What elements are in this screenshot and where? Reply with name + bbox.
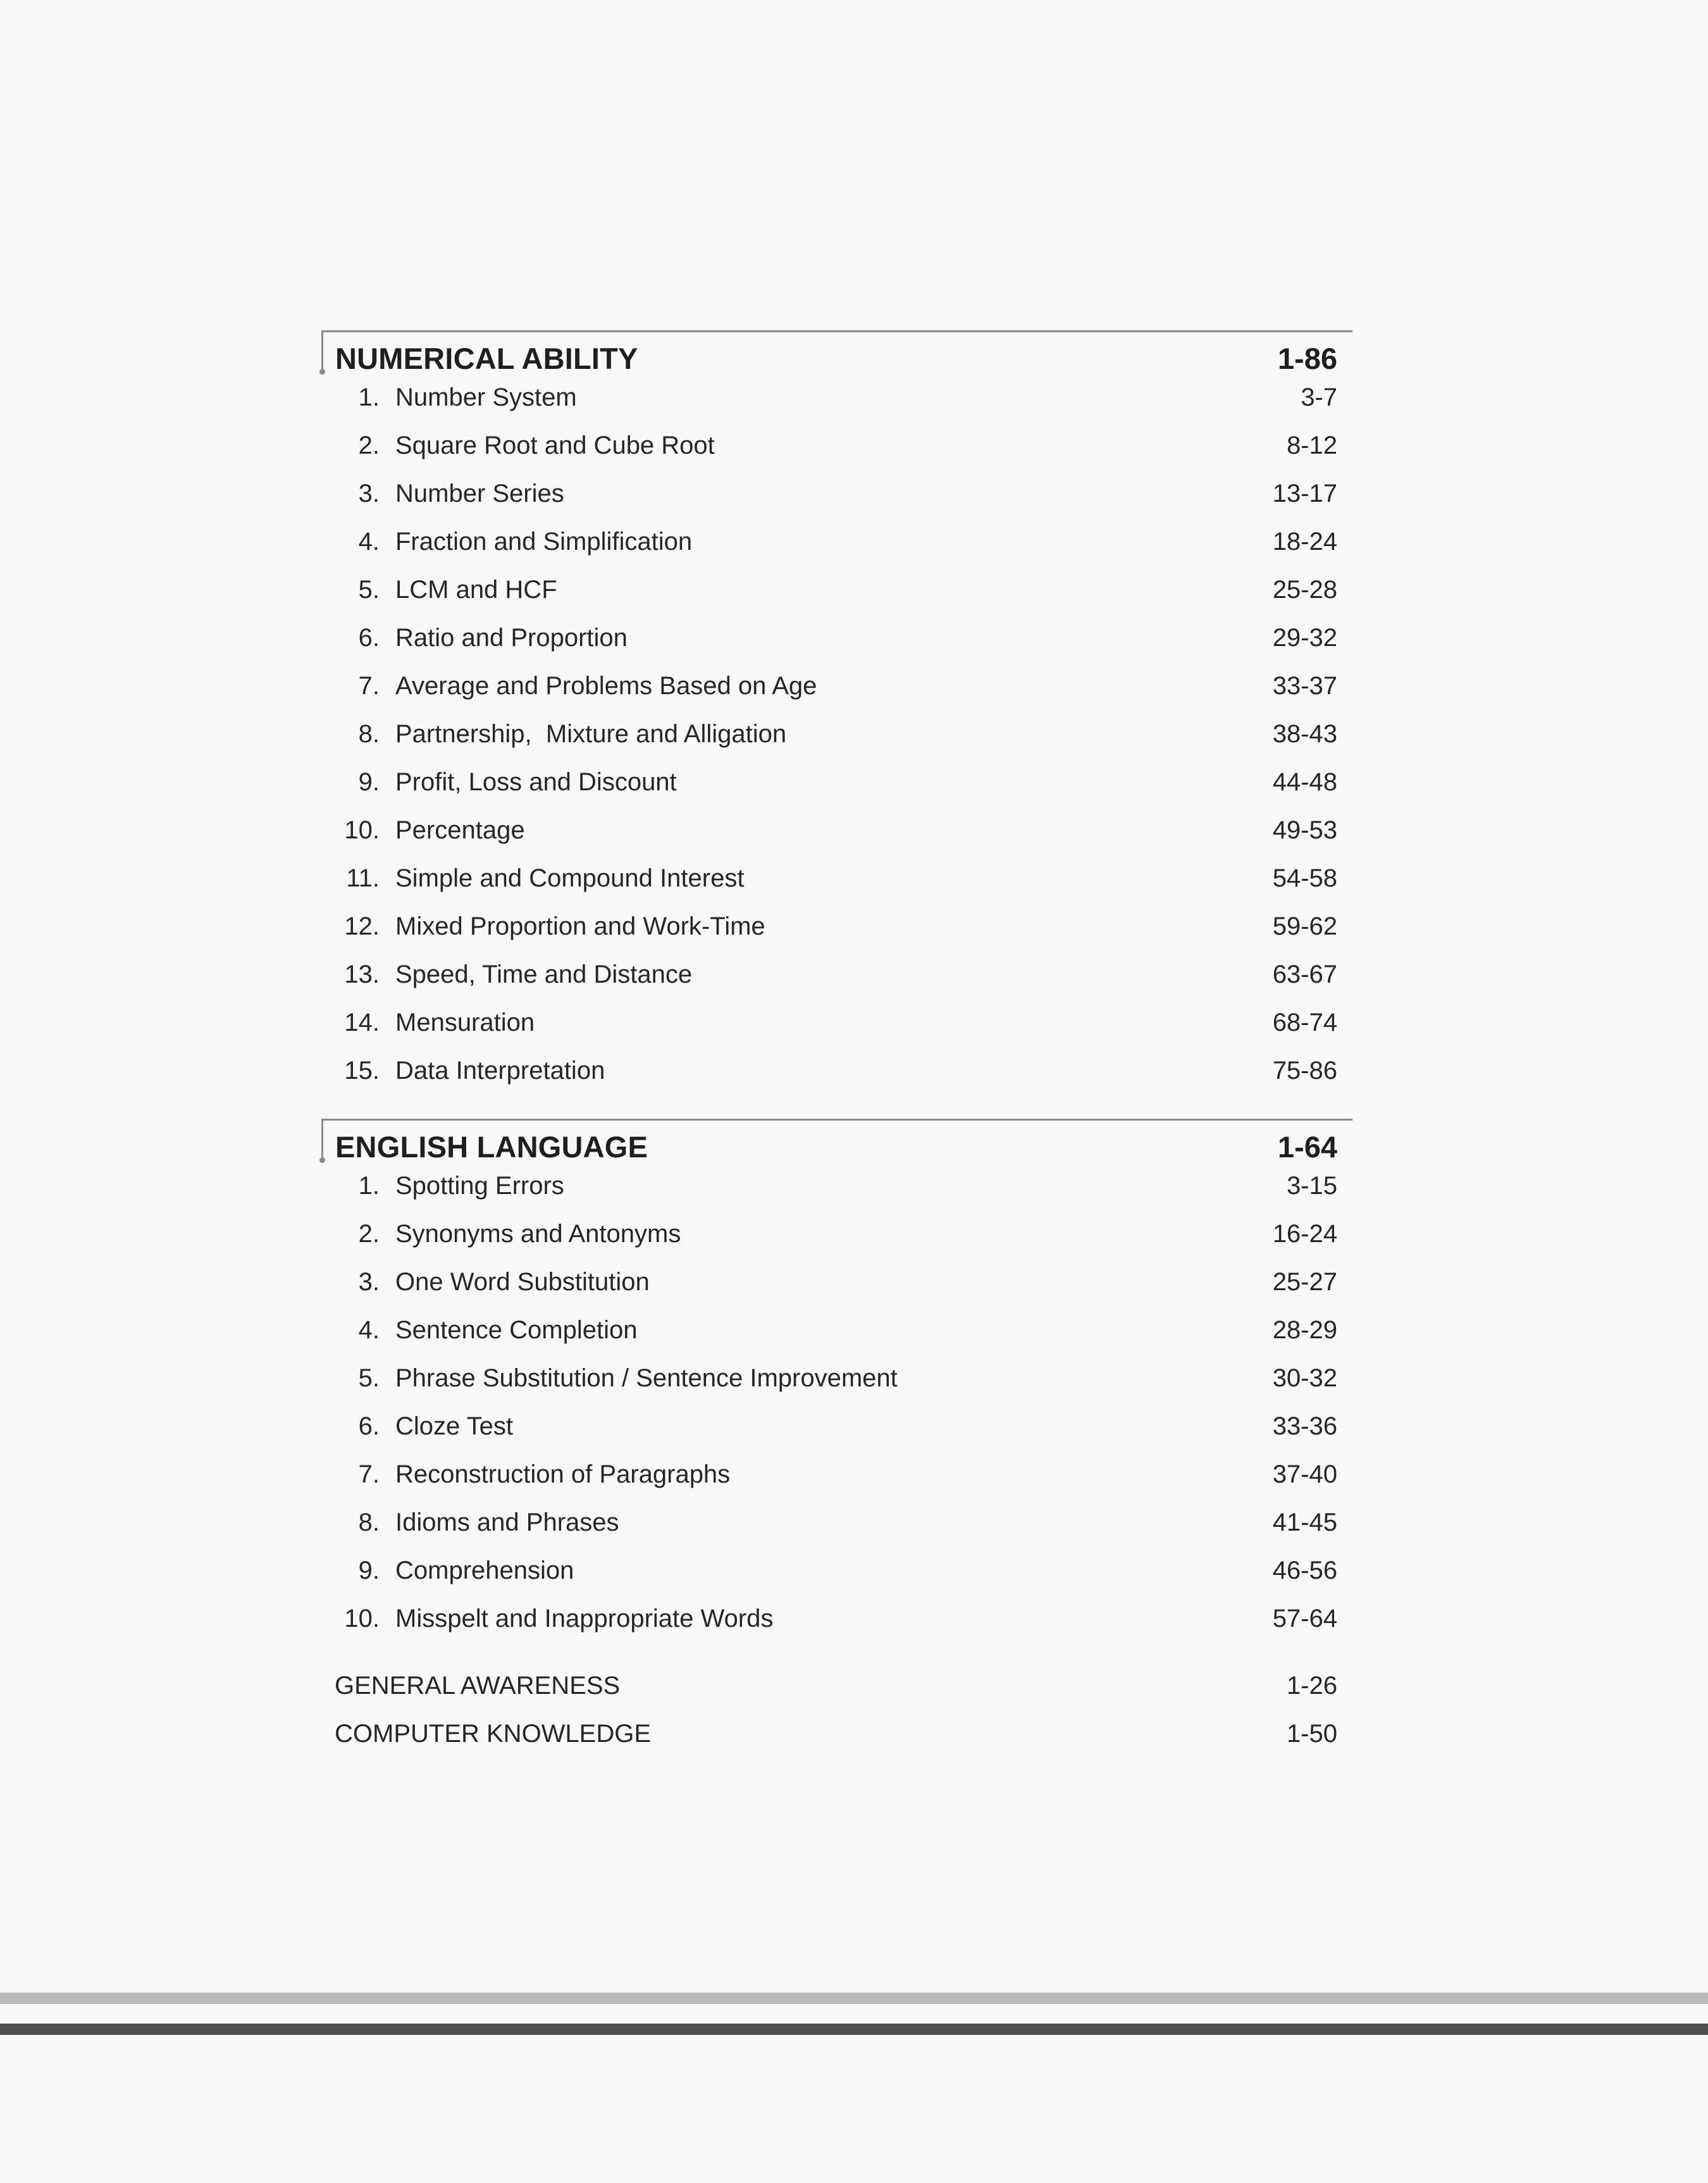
chapter-entry bbox=[321, 1548, 1352, 1596]
chapter-title: Phrase Substitution / Sentence Improvement bbox=[395, 1364, 898, 1392]
rule-corner-dot bbox=[319, 369, 325, 375]
chapter-pages: 54-58 bbox=[1272, 864, 1337, 892]
entry-pages: 1-26 bbox=[1286, 1672, 1337, 1700]
chapter-pages: 75-86 bbox=[1272, 1057, 1337, 1085]
rule-corner-dot bbox=[319, 1157, 325, 1163]
chapter-title: Mixed Proportion and Work-Time bbox=[395, 912, 765, 940]
table-of-contents bbox=[321, 330, 1352, 1759]
chapter-pages: 59-62 bbox=[1272, 912, 1337, 940]
chapter-entry bbox=[321, 663, 1352, 711]
chapter-entry bbox=[321, 1048, 1352, 1096]
chapter-pages: 68-74 bbox=[1272, 1009, 1337, 1036]
chapter-number: 10. bbox=[344, 816, 380, 844]
section-page-range: 1-86 bbox=[1277, 342, 1337, 375]
chapter-pages: 25-27 bbox=[1272, 1268, 1337, 1296]
chapter-entry bbox=[321, 519, 1352, 567]
chapter-title: Partnership, Mixture and Alligation bbox=[395, 720, 787, 748]
chapter-pages: 49-53 bbox=[1272, 816, 1337, 844]
chapter-number: 6. bbox=[358, 1412, 380, 1440]
chapter-pages: 18-24 bbox=[1272, 528, 1337, 556]
chapter-number: 9. bbox=[358, 768, 380, 796]
entry-title: GENERAL AWARENESS bbox=[335, 1672, 621, 1700]
chapter-entry bbox=[321, 711, 1352, 759]
chapter-number: 3. bbox=[358, 1268, 380, 1296]
chapter-title: Percentage bbox=[395, 816, 525, 844]
chapter-entry bbox=[321, 1355, 1352, 1403]
chapter-number: 4. bbox=[358, 1316, 380, 1344]
chapter-number: 5. bbox=[358, 1364, 380, 1392]
chapter-pages: 46-56 bbox=[1272, 1557, 1337, 1584]
chapter-title: Reconstruction of Paragraphs bbox=[395, 1460, 731, 1488]
chapter-pages: 33-36 bbox=[1272, 1412, 1337, 1440]
chapter-entry bbox=[321, 1596, 1352, 1644]
chapter-number: 1. bbox=[358, 1172, 380, 1200]
chapter-title: Profit, Loss and Discount bbox=[395, 768, 677, 796]
chapter-number: 8. bbox=[358, 1508, 380, 1536]
chapter-pages: 25-28 bbox=[1272, 576, 1337, 604]
section-title: NUMERICAL ABILITY bbox=[335, 342, 638, 375]
chapter-entry bbox=[321, 423, 1352, 471]
chapter-title: Square Root and Cube Root bbox=[395, 432, 715, 459]
chapter-entry bbox=[321, 1500, 1352, 1548]
chapter-entry bbox=[321, 807, 1352, 855]
chapter-number: 7. bbox=[358, 1460, 380, 1488]
chapter-pages: 3-7 bbox=[1301, 383, 1337, 411]
chapter-entry bbox=[321, 1163, 1352, 1211]
chapter-title: Number System bbox=[395, 383, 577, 411]
chapter-pages: 16-24 bbox=[1272, 1220, 1337, 1248]
chapter-pages: 30-32 bbox=[1272, 1364, 1337, 1392]
toc-entry-general-awareness bbox=[321, 1663, 1352, 1711]
chapter-title: LCM and HCF bbox=[395, 576, 557, 604]
chapter-number: 2. bbox=[358, 1220, 380, 1248]
chapter-title: Idioms and Phrases bbox=[395, 1508, 619, 1536]
chapter-title: Cloze Test bbox=[395, 1412, 514, 1440]
chapter-number: 12. bbox=[344, 912, 380, 940]
chapter-entry bbox=[321, 1259, 1352, 1307]
chapter-entry bbox=[321, 855, 1352, 904]
chapter-number: 1. bbox=[358, 383, 380, 411]
chapter-entry bbox=[321, 1307, 1352, 1355]
toc-section-numerical-ability bbox=[321, 330, 1352, 1096]
footer-rule-light bbox=[0, 1993, 1708, 2004]
chapter-pages: 28-29 bbox=[1272, 1316, 1337, 1344]
chapter-title: Speed, Time and Distance bbox=[395, 961, 693, 988]
chapter-entry bbox=[321, 952, 1352, 1000]
chapter-number: 14. bbox=[344, 1009, 380, 1036]
chapter-title: Average and Problems Based on Age bbox=[395, 672, 817, 700]
chapter-entry bbox=[321, 471, 1352, 519]
chapter-pages: 8-12 bbox=[1286, 432, 1337, 459]
chapter-pages: 38-43 bbox=[1272, 720, 1337, 748]
chapter-entry bbox=[321, 375, 1352, 423]
chapter-pages: 37-40 bbox=[1272, 1460, 1337, 1488]
toc-section-english-language bbox=[321, 1119, 1352, 1644]
chapter-title: Sentence Completion bbox=[395, 1316, 638, 1344]
chapter-title: Comprehension bbox=[395, 1557, 574, 1584]
chapter-number: 11. bbox=[346, 864, 380, 892]
chapter-title: Misspelt and Inappropriate Words bbox=[395, 1605, 774, 1633]
chapter-title: Simple and Compound Interest bbox=[395, 864, 745, 892]
chapter-title: Fraction and Simplification bbox=[395, 528, 693, 556]
toc-entry-computer-knowledge bbox=[321, 1711, 1352, 1759]
chapter-entry bbox=[321, 1211, 1352, 1259]
chapter-entry bbox=[321, 567, 1352, 615]
chapter-pages: 41-45 bbox=[1272, 1508, 1337, 1536]
chapter-pages: 29-32 bbox=[1272, 624, 1337, 652]
chapter-title: Spotting Errors bbox=[395, 1172, 564, 1200]
entry-title: COMPUTER KNOWLEDGE bbox=[335, 1720, 652, 1748]
chapter-entry bbox=[321, 615, 1352, 663]
chapter-entry bbox=[321, 1403, 1352, 1452]
chapter-title: Synonyms and Antonyms bbox=[395, 1220, 681, 1248]
chapter-list bbox=[321, 375, 1352, 1096]
chapter-title: One Word Substitution bbox=[395, 1268, 650, 1296]
section-header bbox=[321, 1119, 1352, 1163]
chapter-pages: 3-15 bbox=[1286, 1172, 1337, 1200]
chapter-pages: 33-37 bbox=[1272, 672, 1337, 700]
footer-rule-dark bbox=[0, 2024, 1708, 2035]
chapter-number: 6. bbox=[358, 624, 380, 652]
chapter-number: 3. bbox=[358, 480, 380, 507]
section-title: ENGLISH LANGUAGE bbox=[335, 1130, 648, 1164]
chapter-entry bbox=[321, 1452, 1352, 1500]
chapter-number: 10. bbox=[344, 1605, 380, 1633]
chapter-entry bbox=[321, 759, 1352, 807]
chapter-title: Mensuration bbox=[395, 1009, 535, 1036]
chapter-number: 5. bbox=[358, 576, 380, 604]
chapter-pages: 63-67 bbox=[1272, 961, 1337, 988]
section-page-range: 1-64 bbox=[1277, 1130, 1337, 1164]
chapter-number: 8. bbox=[358, 720, 380, 748]
chapter-entry bbox=[321, 904, 1352, 952]
chapter-pages: 44-48 bbox=[1272, 768, 1337, 796]
chapter-title: Ratio and Proportion bbox=[395, 624, 628, 652]
chapter-list bbox=[321, 1163, 1352, 1644]
chapter-entry bbox=[321, 1000, 1352, 1048]
chapter-title: Number Series bbox=[395, 480, 564, 507]
chapter-number: 15. bbox=[344, 1057, 380, 1085]
chapter-pages: 57-64 bbox=[1272, 1605, 1337, 1633]
chapter-number: 9. bbox=[358, 1557, 380, 1584]
chapter-pages: 13-17 bbox=[1272, 480, 1337, 507]
section-header bbox=[321, 330, 1352, 375]
chapter-number: 2. bbox=[358, 432, 380, 459]
entry-pages: 1-50 bbox=[1286, 1720, 1337, 1748]
chapter-number: 13. bbox=[344, 961, 380, 988]
additional-sections bbox=[321, 1663, 1352, 1759]
chapter-number: 7. bbox=[358, 672, 380, 700]
chapter-number: 4. bbox=[358, 528, 380, 556]
chapter-title: Data Interpretation bbox=[395, 1057, 605, 1085]
